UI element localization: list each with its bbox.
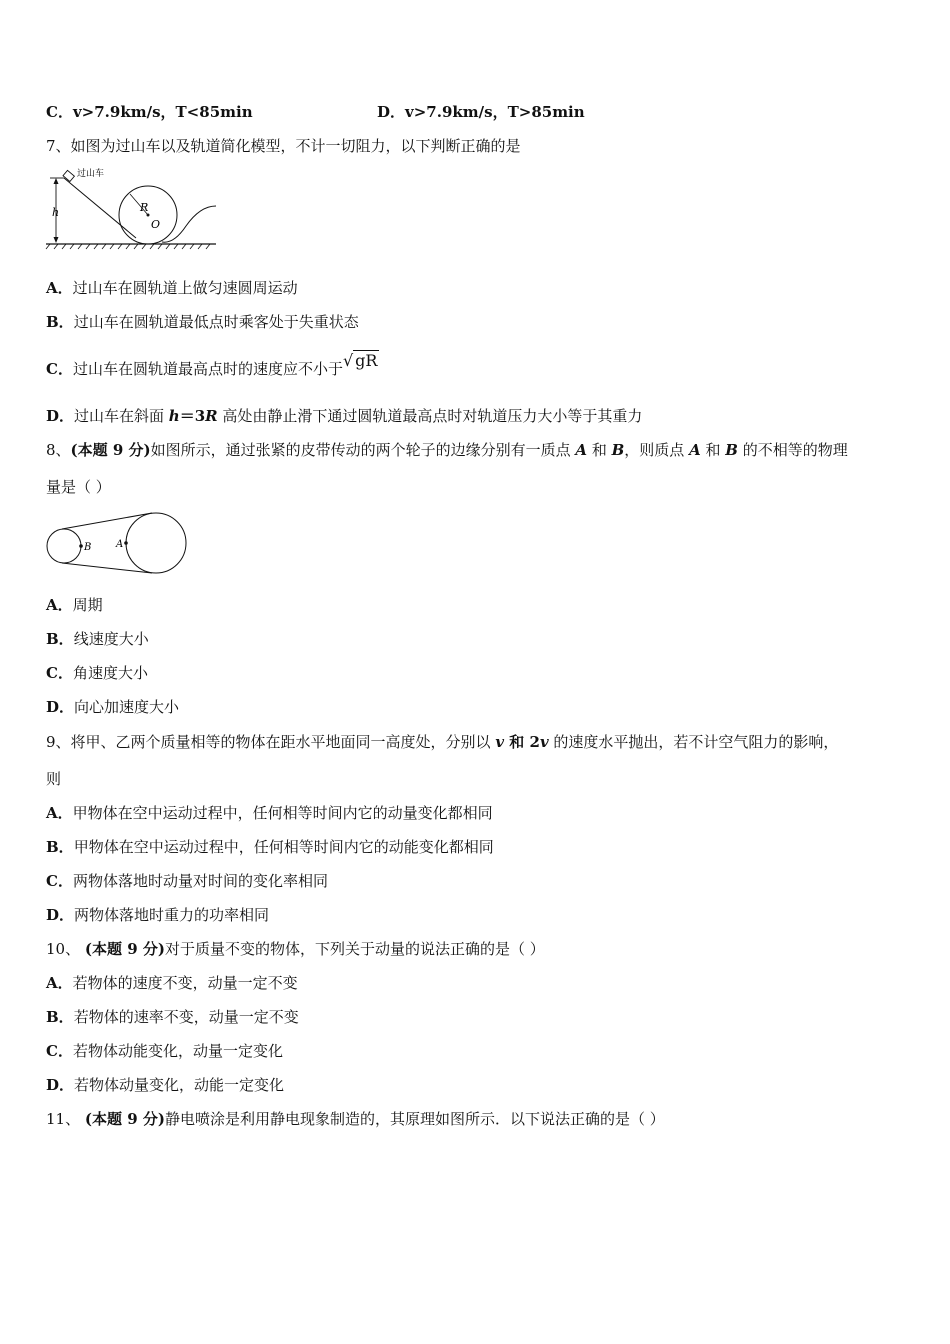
q10-option-a: A．若物体的速度不变，动量一定不变 bbox=[46, 974, 298, 992]
q9-option-b: B．甲物体在空中运动过程中，任何相等时间内它的动能变化都相同 bbox=[46, 838, 494, 856]
h-label: h bbox=[52, 206, 60, 219]
option-text: v>7.9km/s，T>85min bbox=[405, 103, 585, 121]
option-label: A． bbox=[46, 279, 73, 297]
q7-option-d: D．过山车在斜面 h＝3R 高处由静止滑下通过圆轨道最高点时对轨道压力大小等于其重力 bbox=[46, 407, 643, 425]
O-label: O bbox=[151, 218, 161, 231]
belt-bottom bbox=[62, 563, 152, 573]
q7-option-c bbox=[46, 351, 379, 379]
option-text: 过山车在圆轨道上做匀速圆周运动 bbox=[72, 279, 298, 297]
q9-option-a: A．甲物体在空中运动过程中，任何相等时间内它的动量变化都相同 bbox=[46, 804, 493, 822]
small-wheel bbox=[47, 529, 81, 563]
coaster-car-icon bbox=[63, 170, 74, 181]
q9-stem: 9、将甲、乙两个质量相等的物体在距水平地面同一高度处，分别以 v 和 2v 的速度水平抛出，若不计空气阻力的影响， bbox=[46, 733, 839, 751]
belt-top bbox=[62, 513, 152, 529]
option-text: 过山车在圆轨道最高点时的速度应不小于 bbox=[72, 360, 343, 378]
q11-stem: 11、 (本题 9 分)静电喷涂是利用静电现象制造的，其原理如图所示．以下说法正确的是（ ） bbox=[46, 1110, 665, 1128]
q10-stem: 10、 (本题 9 分)对于质量不变的物体，下列关于动量的说法正确的是（ ） bbox=[46, 940, 545, 958]
large-wheel bbox=[126, 513, 186, 573]
q9-option-c: C．两物体落地时动量对时间的变化率相同 bbox=[46, 872, 328, 890]
option-label: D． bbox=[46, 407, 75, 425]
option-label: D． bbox=[377, 103, 406, 121]
sqrt-formula: √ gR bbox=[342, 351, 378, 370]
q8-option-d: D．向心加速度大小 bbox=[46, 698, 180, 716]
A-label: A bbox=[116, 539, 124, 550]
q8-option-c: C．角速度大小 bbox=[46, 664, 148, 682]
option-label: C． bbox=[46, 360, 73, 378]
B-label: B bbox=[84, 542, 92, 553]
option-text: v>7.9km/s，T<85min bbox=[72, 103, 253, 121]
option-label: B． bbox=[46, 313, 74, 331]
q6-option-d bbox=[377, 102, 585, 122]
car-label: 过山车 bbox=[77, 169, 105, 179]
q8-option-a: A．周期 bbox=[46, 596, 103, 614]
q9-option-d: D．两物体落地时重力的功率相同 bbox=[46, 906, 270, 924]
q10-option-b: B．若物体的速率不变，动量一定不变 bbox=[46, 1008, 299, 1026]
q6-option-c bbox=[46, 102, 253, 122]
roller-coaster-figure bbox=[44, 166, 220, 250]
q10-option-d: D．若物体动量变化，动能一定变化 bbox=[46, 1076, 285, 1094]
q8-option-b: B．线速度大小 bbox=[46, 630, 149, 648]
q7-stem: 7、如图为过山车以及轨道简化模型，不计一切阻力，以下判断正确的是 bbox=[46, 137, 521, 155]
q9-stem-line2: 则 bbox=[46, 770, 62, 788]
option-text: 过山车在圆轨道最低点时乘客处于失重状态 bbox=[73, 313, 359, 331]
q8-stem-line2: 量是（ ） bbox=[46, 478, 111, 496]
q8-stem: 8、(本题 9 分)如图所示，通过张紧的皮带传动的两个轮子的边缘分别有一质点 A 和 B，则质点 A 和 B 的不相等的物理 bbox=[46, 441, 848, 459]
option-label: C． bbox=[46, 103, 73, 121]
q7-option-a bbox=[46, 278, 298, 298]
R-label: R bbox=[140, 201, 149, 214]
q10-option-c: C．若物体动能变化，动量一定变化 bbox=[46, 1042, 283, 1060]
belt-pulley-figure bbox=[44, 510, 190, 576]
q7-option-b bbox=[46, 312, 359, 332]
